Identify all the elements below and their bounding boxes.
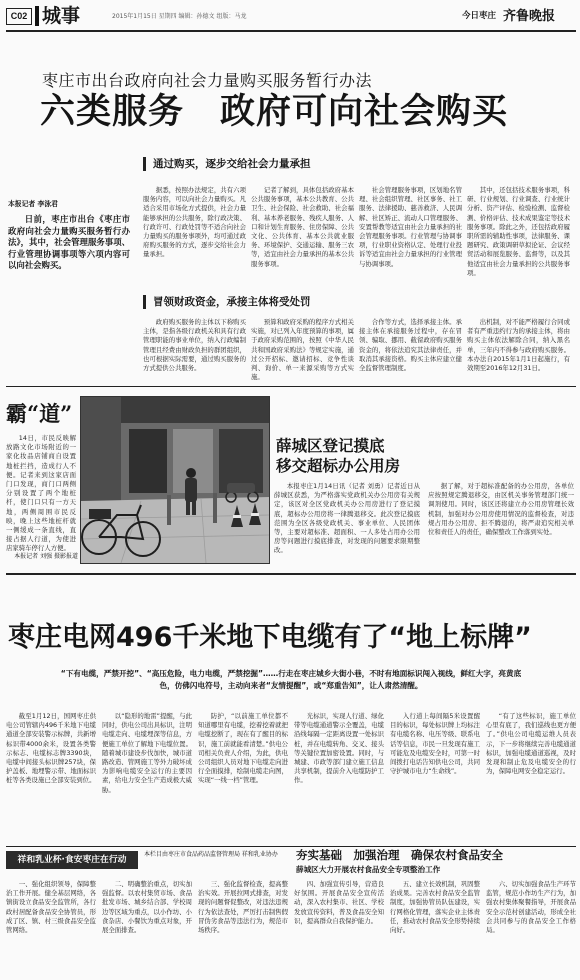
- subhead-purchase: 通过购买，逐步交给社会力量承担: [143, 157, 311, 171]
- photo-credit: 本报记者 刘强 摄影报道: [14, 553, 78, 560]
- article-column-2: 记者了解到，具体包括政府基本公共服务事项，基本公共教育、公共卫生、社会保险、社会救助、社会福利、基本养老服务、残疾人服务、人口和计划生育服务、住房保障、公共文化、公共体育、基本公共就业服务、环境保护、交通运输、服务三农等，适宜由社会力量承担的基本公共服务事项。: [251, 186, 354, 268]
- section-name: 城事: [42, 5, 81, 27]
- section-marker-bar: [35, 6, 39, 26]
- dateline: 2015年1月15日 星期四 编辑：孙德文 组版：马龙: [112, 13, 247, 20]
- tree-shadow: [81, 397, 121, 507]
- power-column-2: 以“隐形的地雷”提醒，与此同时，供电公司出具标识，注明电缆走向、电缆埋深等信息，方便施工单位了解地下电缆位置。随着城市建设步伐加快，城市道路改造、管网施工等外力破坏成为影响电缆安全运行的主要因素，给电力安全生产造成极大威胁。: [102, 712, 192, 794]
- food-column-1: 一、强化组织领导，保障整治工作开展。健全基层网络，各镇街设立食品安全监管所，各行政村居配备食品安全协管员，形成了区、镇、村三级食品安全监管网络。: [6, 880, 96, 935]
- article-kicker: 枣庄市出台政府向社会力量购买服务暂行办法: [42, 71, 373, 90]
- article-column-4: 其中，还包括技术服务事项，科研、行业规划、行业调查、行业统计分析、资产评估、检验检测、监督检测、价格评估、技术成果鉴定等技术服务事项。除此之外，还包括政府履职所需的辅助性事项，法律服务、课题研究、政策调研草拟论证、会议经贸活动和展览服务、监督等，以及其他适宜由社会力量承担的公共服务事项。: [467, 186, 570, 277]
- food-column-4: 四、加强宣传引导，营造良好氛围。开展食品安全宣传活动，深入农村集市、社区、学校发放宣传资料，普及食品安全知识，提高群众自我保护能力。: [294, 880, 384, 925]
- header-rule: [6, 30, 576, 32]
- photo-story-title: 霸“道”: [6, 401, 73, 426]
- food-safety-headline: 夯实基础 加强治理 确保农村食品安全: [296, 848, 503, 862]
- shop-window-left: [129, 429, 167, 493]
- article-column-3: 社会管理服务事项，区划地名管理、社会组织管理、社区事务、社工服务、法律援助、慈善救济、人民调解、社区矫正、流动人口管理服务、安置帮教等适宜由社会力量承担的社会管理服务事项。行业管理与协调事项，行业职业资格认定、处理行业投诉等适宜由社会力量承担的行业管理与协调事项。: [359, 186, 462, 268]
- power-column-1: 截至1月12日，国网枣庄供电公司管辖内496千米地下电缆通道全部安装警示标牌，共新增标识带4000余米，设置各类警示标志、电缆标志牌3390块，电缆中间接头标识牌257块，保护盖板、地埋警示带、地面标识桩等各类设施已全部安装到位。: [6, 712, 96, 785]
- ground-post-2: [213, 493, 217, 523]
- bicycle-basket: [89, 509, 111, 519]
- brand-qilu-evening-news: 齐鲁晚报: [503, 9, 556, 24]
- article-column-6: 预算和政府采购的程序方式相关实施，对已列入年度预算的事项，属于政府采购范围的，按照《中华人民共和国政府采购法》等规定实施，通过公开招标、邀请招标、竞争性谈判、询价、单一来源采购等方式实施。: [251, 318, 354, 382]
- news-photo-graphic: [81, 397, 269, 563]
- power-column-5: 入行道上每间隔5米设置醒目的标识，每处标识牌上均标注有电缆名称、电压等级、联系电话等信息，市民一旦发现有施工可能危及电缆安全时，可第一时间拨打电话告知供电公司，共同守护城市电力“生命线”。: [390, 712, 480, 776]
- food-column-2: 二、明确整治重点，切实加强监督。以农村集贸市场、食品批发市场、城乡结合部、学校周边等区域为重点，以小作坊、小食杂店、小餐饮为重点对象，开展全面排查。: [102, 880, 192, 935]
- scooter-body: [227, 483, 255, 493]
- power-story-lead: “下有电缆，严禁开挖”、“高压危险，电力电缆，严禁挖掘”……行走在枣庄城乡大街小巷，不时有地面标识闯入视线，鲜红大字，亮黄底色，仿佛闪电符号，主动向来者“友情提醒”，或“郑重告知”，让人肃然清醒。: [60, 669, 522, 690]
- section-rule-1: [6, 386, 576, 387]
- food-column-5: 五、建立长效机制，巩固整治成果。完善农村食品安全监管制度，加强协管员队伍建设，实行网格化管理，落实企业主体责任，推动农村食品安全形势持续向好。: [390, 880, 480, 935]
- column-sponsor-note: 本栏目由枣庄市食品药品监督管理局 祥和乳业协办: [144, 851, 278, 858]
- power-story-headline: 枣庄电网496千米地下电缆有了“地上标牌”: [8, 622, 532, 653]
- power-column-4: 光标识，实现人行道、绿化带等电缆通道警示全覆盖，电缆沿线每隔一定距离设置一处标识桩，并在电缆转角、交叉、接头等关键位置加密设置。同时，与城建、市政等部门建立施工信息共享机制，提前介入电缆防护工作。: [294, 712, 384, 785]
- section-rule-2: [6, 573, 576, 575]
- side-story-title-line2: 移交超标办公用房: [276, 457, 401, 475]
- article-column-7: 合作等方式，选择承接主体。承接主体在承接服务过程中，存在冒领、骗取、挪用、截留政府购买服务资金的，将依法追究其法律责任，并取消其承接资格。购买主体应建立健全监督管理制度。: [359, 318, 462, 373]
- article-lead: 日前，枣庄市出台《枣庄市政府向社会力量购买服务暂行办法》，其中，社会管理服务事项、行业管理协调事项等六项内容可以向社会购买。: [8, 214, 130, 270]
- photo-caption: 14日，市民反映解放路文化市场附近的一家化妆品店铺商自设置地桩拦挡，造成行人不便。记者来到这家店面门口发现，商门口两侧分别设置了两个地桩杆，使门口只有一方天地，两侧周围市民反映，晚上这些地桩杆就一侧缓成一条直线，直接占据人行道，为使进店家骑车停行人方便。: [6, 434, 76, 553]
- power-column-6: “有了这些标识，施工单位心里有底了，我们巡线也更方便了。”供电公司电缆运维人员表示，下一步将继续完善电缆通道标识，加强电缆通道巡视，及时发现和制止危及电缆安全的行为，保障电网安全稳定运行。: [486, 712, 576, 776]
- article-byline: 本报记者 李泳君: [8, 200, 58, 208]
- column-banner: 祥和乳业杯·食安枣庄在行动: [6, 851, 138, 869]
- article-column-8: 出机制，对不能严格履行合同或者有严重违约行为的承接主体，将由购买主体依法解除合同，纳入黑名单，三年内不得参与政府购买服务。本办法自2015年1月1日起施行，有效期至2016年12月31日。: [467, 318, 570, 373]
- food-safety-subheadline: 薛城区大力开展农村食品安全专项整治工作: [296, 865, 441, 874]
- section-rule-3: [6, 846, 576, 847]
- food-column-3: 三、强化监督检查，提高整治实效。开展拉网式排查，对发现的问题督促整改，对违法违规行为依法查处，严厉打击制售假冒伪劣食品等违法行为，规范市场秩序。: [198, 880, 288, 935]
- traffic-cone-2-stripe: [251, 513, 259, 516]
- pedestrian-head: [186, 468, 196, 478]
- brand-jinri-zaozhuang: 今日枣庄: [462, 11, 497, 21]
- food-column-6: 六、切实加强食品生产环节监管，规范小作坊生产行为，加强农村集体聚餐指导，开展食品安全示范村创建活动，形成全社会共同参与的食品安全工作格局。: [486, 880, 576, 935]
- subhead-penalty: 冒领财政资金，承接主体将受处罚: [143, 295, 311, 309]
- article-headline: 六类服务 政府可向社会购买: [40, 92, 509, 132]
- news-photo: [80, 396, 270, 564]
- page-number: C02: [6, 8, 32, 25]
- traffic-cone-1-stripe: [233, 515, 241, 518]
- side-story-column-2: 据了解，对于超标准配备的办公用房，各单位应按照规定腾退移交，由区机关事务管理部门统一调剂使用。同时，该区还将建立办公用房管理长效机制，加强对办公用房使用情况的监督检查，对违规占用办公用房、拒不腾退的，将严肃追究相关单位和责任人的责任，确保整改工作落到实处。: [428, 482, 574, 537]
- article-column-1: 据悉，按照办法规定，共有六项服务内容，可以向社会力量购买。凡适合采用市场化方式提供，社会力量能够承担的公共服务，除行政决策、行政许可、行政处罚等不适合向社会力量购买的服务事项外，均可通过政府购买服务的方式，逐步交给社会力量承担。: [143, 186, 246, 259]
- pedestrian-body: [185, 478, 197, 502]
- pedestrian-leg-left: [186, 501, 190, 515]
- sidewalk: [81, 497, 269, 563]
- side-story-title-line1: 薛城区登记摸底: [276, 437, 385, 455]
- ground-post-1: [167, 495, 171, 525]
- side-story-column-1: 本报枣庄1月14日讯（记者 刘勇）记者近日从薛城区获悉，为严格落实党政机关办公用房有关规定，该区对全区党政机关办公用房进行了登记摸底，超标办公用房将一律腾退移交。此次登记摸底范围为全区各级党政机关、事业单位、人民团体等，主要对超标准、超面积、一人多处占用办公用房等问题进行摸底排查，对发现的问题要求限期整改。: [274, 482, 420, 555]
- article-column-5: 政府购买服务的主体以下称购买主体，是指各级行政机关和具有行政管理职能的事业单位，纳入行政编制管理且经费由财政负担的群团组织，也可根据实际需要，通过购买服务的方式提供公共服务。: [143, 318, 246, 373]
- pedestrian-leg-right: [192, 501, 196, 515]
- power-column-3: 防护，“以前施工单位都不知道哪里有电缆，挖着挖着就把电缆挖断了，现在有了醒目的标识，施工前就能看清楚。”供电公司相关负责人介绍，为此，供电公司组织人员对地下电缆走向进行全面摸排，绘制电缆走向图，实现“一线一档”管理。: [198, 712, 288, 785]
